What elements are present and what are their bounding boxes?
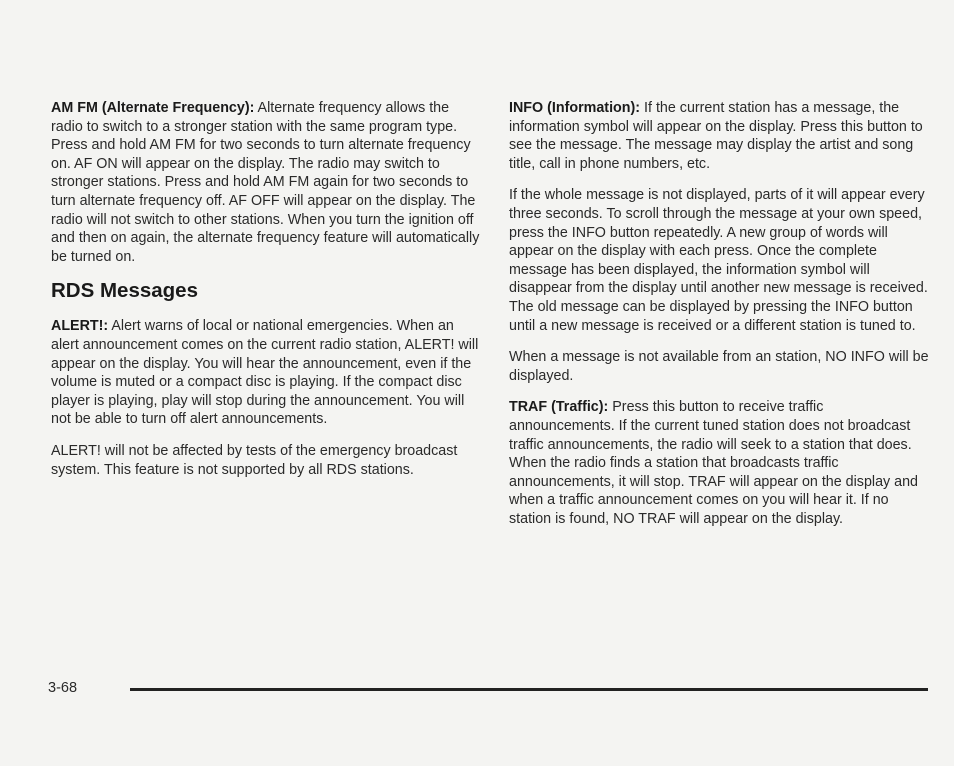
left-column [51,99,481,492]
info-paragraph [509,99,929,173]
page-footer [48,680,928,700]
no-info-paragraph: When a message is not available from an station, NO INFO will be displayed. [509,349,929,384]
info-text: If the current station has a message, the information symbol will appear on the display. Press this button to see the message. The message may display the artist and song title, call in phone numbers, etc. [509,100,923,172]
alert-paragraph [51,317,481,429]
traf-text: Press this button to receive traffic announcements. If the current tuned station does not broadcast traffic announcements, the radio will seek to a station that does. When the radio finds a station that broadcasts traffic announcements, it will stop. TRAF will appear on the display and when a traffic announcement comes on you will hear it. If no station is found, NO TRAF will appear on the display. [509,399,919,527]
am-fm-lead: AM FM (Alternate Frequency): [51,100,255,116]
page-number: 3-68 [48,680,78,696]
info-lead: INFO (Information): [509,100,641,116]
am-fm-paragraph [51,99,481,266]
alert-text: Alert warns of local or national emergencies. When an alert announcement comes on the current radio station, ALERT! will appear on the display. You will hear the announcement, even if the volume is muted or a compact disc is playing. If the compact disc player is playing, play will stop during the announcement. You will not be able to turn off alert announcements. [51,318,479,428]
traf-lead: TRAF (Traffic): [509,399,609,416]
alert-tests-paragraph: ALERT! will not be affected by tests of the emergency broadcast system. This feature is not supported by all RDS stations. [51,442,458,478]
traf-paragraph [509,398,929,528]
am-fm-text: Alternate frequency allows the radio to switch to a stronger station with the same program type. Press and hold AM FM for two seconds to turn alternate frequency on. AF ON will appear on the display. The radio may switch to stronger stations. Press and hold AM FM again for two seconds to turn alternate frequency off. AF OFF will appear on the display. The radio will not switch to other stations. When you turn the ignition off and then on again, the alternate frequency feature will automatically be turned on. [51,100,480,265]
footer-rule [130,688,928,691]
right-column [509,99,929,541]
info-scroll-paragraph: If the whole message is not displayed, parts of it will appear every three seconds. To scroll through the message at your own speed, press the INFO button repeatedly. A new group of words will appear on the display with each press. Once the complete message has been displayed, the information symbol will disappear from the display until another new message is received. The old message can be displayed by pressing the INFO button until a new message is received or a different station is tuned to. [509,187,928,334]
section-title: RDS Messages [51,279,198,303]
alert-lead: ALERT!: [51,318,109,335]
